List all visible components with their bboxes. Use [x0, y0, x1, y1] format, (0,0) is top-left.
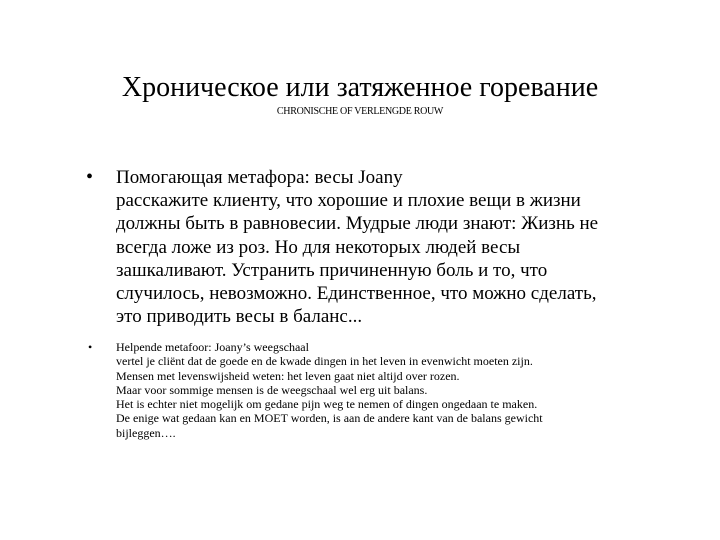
- bullet-marker: •: [86, 166, 94, 188]
- text-line: расскажите клиенту, что хорошие и плохие вещи в жизни: [116, 190, 581, 212]
- text-line: Helpende metafoor: Joany’s weegschaal: [116, 340, 309, 354]
- bullet-text-dutch: [116, 340, 636, 440]
- text-line: De enige wat gedaan kan en MOET worden, is aan de andere kant van de balans gewicht: [116, 411, 543, 426]
- text-line: всегда ложе из роз. Но для некоторых людей весы: [116, 236, 521, 258]
- slide-subtitle: CHRONISCHE OF VERLENGDE ROUW: [276, 106, 444, 117]
- text-line: bijleggen….: [116, 425, 176, 440]
- text-line: Maar voor sommige mensen is de weegschaal wel erg uit balans.: [116, 382, 428, 397]
- text-line: зашкаливают. Устранить причиненную боль и то, что: [116, 259, 548, 281]
- bullet-text-russian: [116, 166, 636, 328]
- text-line: Mensen met levenswijsheid weten: het leven gaat niet altijd over rozen.: [116, 368, 460, 383]
- text-line: случилось, невозможно. Единственное, что можно сделать,: [116, 283, 597, 305]
- slide-title: Хроническое или затяженное горевание: [121, 72, 599, 103]
- text-line: vertel je cliënt dat de goede en de kwade dingen in het leven in evenwicht moeten zijn.: [116, 354, 533, 369]
- text-line: Помогающая метафора: весы Joany: [116, 167, 403, 188]
- bullet-marker: •: [88, 340, 93, 354]
- text-line: Het is echter niet mogelijk om gedane pijn weg te nemen of dingen ongedaan te maken.: [116, 397, 538, 412]
- text-line: должны быть в равновесии. Мудрые люди знают: Жизнь не: [116, 213, 599, 235]
- text-line: это приводить весы в баланс...: [116, 306, 363, 328]
